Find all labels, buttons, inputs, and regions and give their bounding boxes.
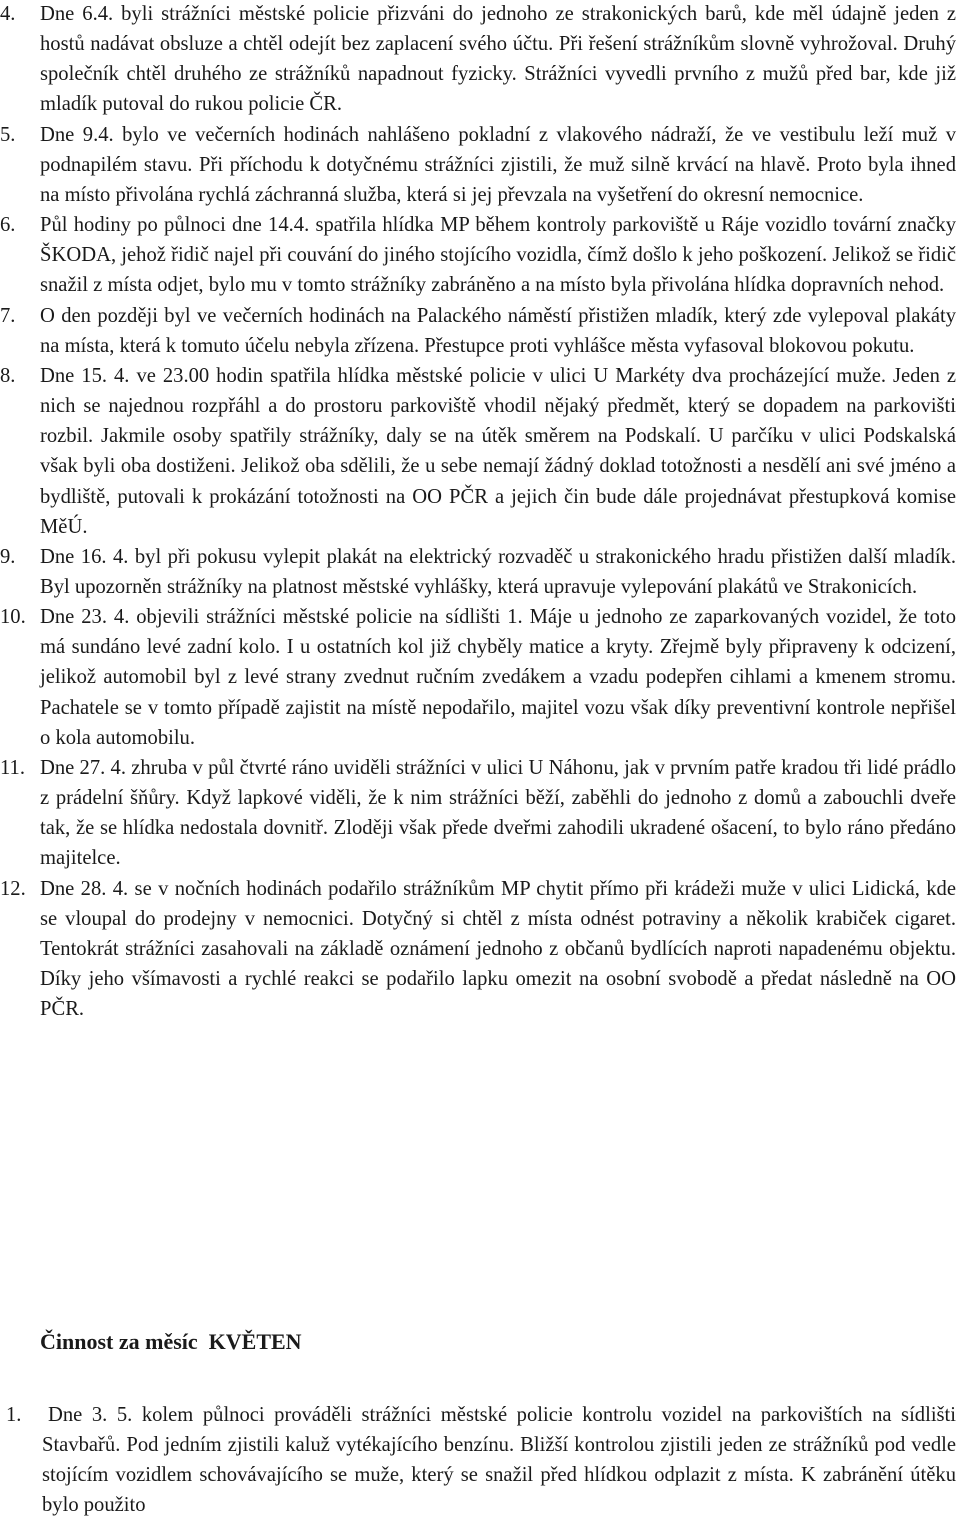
list-item: [0, 120, 960, 210]
list-item: [0, 0, 960, 120]
item-text: Dne 15. 4. ve 23.00 hodin spatřila hlídka městské policie v ulici U Markéty dva procházející muže. Jeden z nich se najednou rozpřáhl a do prostoru parkoviště vhodil nějaký předmět, který se dopadem na parkovišti rozbil. Jakmile osoby spatřily strážníky, daly se na útěk směrem na Podskalí. U parčíku v ulici Podskalská však byli oba dostiženi. Jelikož oba sdělili, že u sebe nemají žádný doklad totožnosti a nesdělí ani své jméno a bydliště, putovali k prokázání totožnosti na OO PČR a jejich čin bude dále projednávat přestupková komise MěÚ.: [40, 364, 956, 538]
item-number: 11.: [0, 756, 25, 779]
item-text: Půl hodiny po půlnoci dne 14.4. spatřila hlídka MP během kontroly parkoviště u Ráje vozidlo tovární značky ŠKODA, jehož řidič najel při couvání do jiného stojícího vozidla, čímž došlo k jeho poškození. Jelikož se řidič snažil z místa odjet, bylo mu v tomto strážníky zabráněno a na místo byla přivolána hlídka dopravních nehod.: [40, 214, 956, 297]
item-text: Dne 16. 4. byl při pokusu vylepit plakát na elektrický rozvaděč u strakonického hradu přistižen další mladík. Byl upozorněn strážníky na platnost městské vyhlášky, která upravuje vylepování plakátů ve Strakonicích.: [40, 545, 956, 598]
item-text: Dne 3. 5. kolem půlnoci prováděli strážníci městské policie kontrolu vozidel na parkovištích na sídlišti Stavbařů. Pod jedním zjistili kaluž vytékajícího benzínu. Bližší kontrolou zjistili jeden ze strážníků pod vedle stojícím vozidlem schovávajícího se muže, který se snažil před hlídkou odplazit z místa. K zabránění útěku bylo použito: [42, 1404, 956, 1517]
item-number: 1.: [6, 1404, 22, 1426]
list-item: [0, 1400, 960, 1521]
list-item: [0, 602, 960, 753]
item-number: 10.: [0, 606, 26, 629]
item-text: O den později byl ve večerních hodinách na Palackého náměstí přistižen mladík, který zde vylepoval plakáty na místa, která k tomuto účelu nebyla zřízena. Přestupce proti vyhlášce města vyfasoval blokovou pokutu.: [40, 304, 956, 357]
list-item: [0, 301, 960, 361]
item-text: Dne 23. 4. objevili strážníci městské policie na sídlišti 1. Máje u jednoho ze zaparkovaných vozidel, že toto má sundáno levé zadní kolo. I u ostatních kol již chyběly matice a kryty. Zřejmě byly připraveny k odcizení, jelikož automobil byl z levé strany zvednut ručním zvedákem a vzadu podepřen cihlami a kmenem stromu. Pachatele se v tomto případě zajistit na místě nepodařilo, majitel vozu však díky preventivní kontrole nepřišel o kola automobilu.: [40, 606, 956, 749]
list-item: [0, 210, 960, 300]
item-number: 5.: [0, 123, 16, 146]
item-text: Dne 6.4. byli strážníci městské policie přizváni do jednoho ze strakonických barů, kde měl údajně jeden z hostů nadávat obsluze a chtěl odejít bez zaplacení svého účtu. Při řešení strážníkům slovně vyhrožoval. Druhý společník chtěl druhého ze strážníků napadnout fyzicky. Strážníci vyvedli prvního z mužů před bar, kde již mladík putoval do rukou policie ČR.: [40, 3, 956, 116]
item-number: 4.: [0, 3, 16, 25]
item-number: 8.: [0, 364, 16, 387]
item-number: 9.: [0, 545, 16, 568]
may-incident-list: [0, 1400, 960, 1521]
item-number: 12.: [0, 877, 26, 900]
list-item: [0, 361, 960, 542]
list-item: [0, 753, 960, 874]
item-number: 6.: [0, 214, 16, 237]
list-item: [0, 542, 960, 602]
item-text: Dne 27. 4. zhruba v půl čtvrté ráno uviděli strážníci v ulici U Náhonu, jak v prvním patře kradou tři lidé prádlo z prádelní šňůry. Když lapkové viděli, že k nim strážníci běží, zaběhli do jednoho z domů a zabouchli dveře tak, že se hlídka nedostala dovnitř. Zloději však přede dveřmi zahodili ukradené ošacení, to bylo ráno předáno majitelce.: [40, 756, 956, 870]
section-heading: Činnost za měsíc KVĚTEN: [40, 1329, 302, 1354]
item-text: Dne 28. 4. se v nočních hodinách podařilo strážníkům MP chytit přímo při krádeži muže v ulici Lidická, kde se vloupal do prodejny v nemocnici. Dotyčný si chtěl z místa odnést potraviny a několik krabiček cigaret. Tentokrát strážníci zasahovali na základě oznámení jednoho z občanů bydlících naproti napadenému objektu. Díky jeho všímavosti a rychlé reakci se podařilo lapku omezit na osobní svobodě a předat následně na OO PČR.: [40, 877, 956, 1021]
list-item: [0, 874, 960, 1025]
item-text: Dne 9.4. bylo ve večerních hodinách nahlášeno pokladní z vlakového nádraží, že ve vestibulu leží muž v podnapilém stavu. Při příchodu k dotyčnému strážníci zjistili, že muž silně krvácí na hlavě. Proto byla ihned na místo přivolána rychlá záchranná služba, která si jej převzala na vyšetření do okresní nemocnice.: [40, 123, 956, 206]
item-number: 7.: [0, 304, 16, 327]
